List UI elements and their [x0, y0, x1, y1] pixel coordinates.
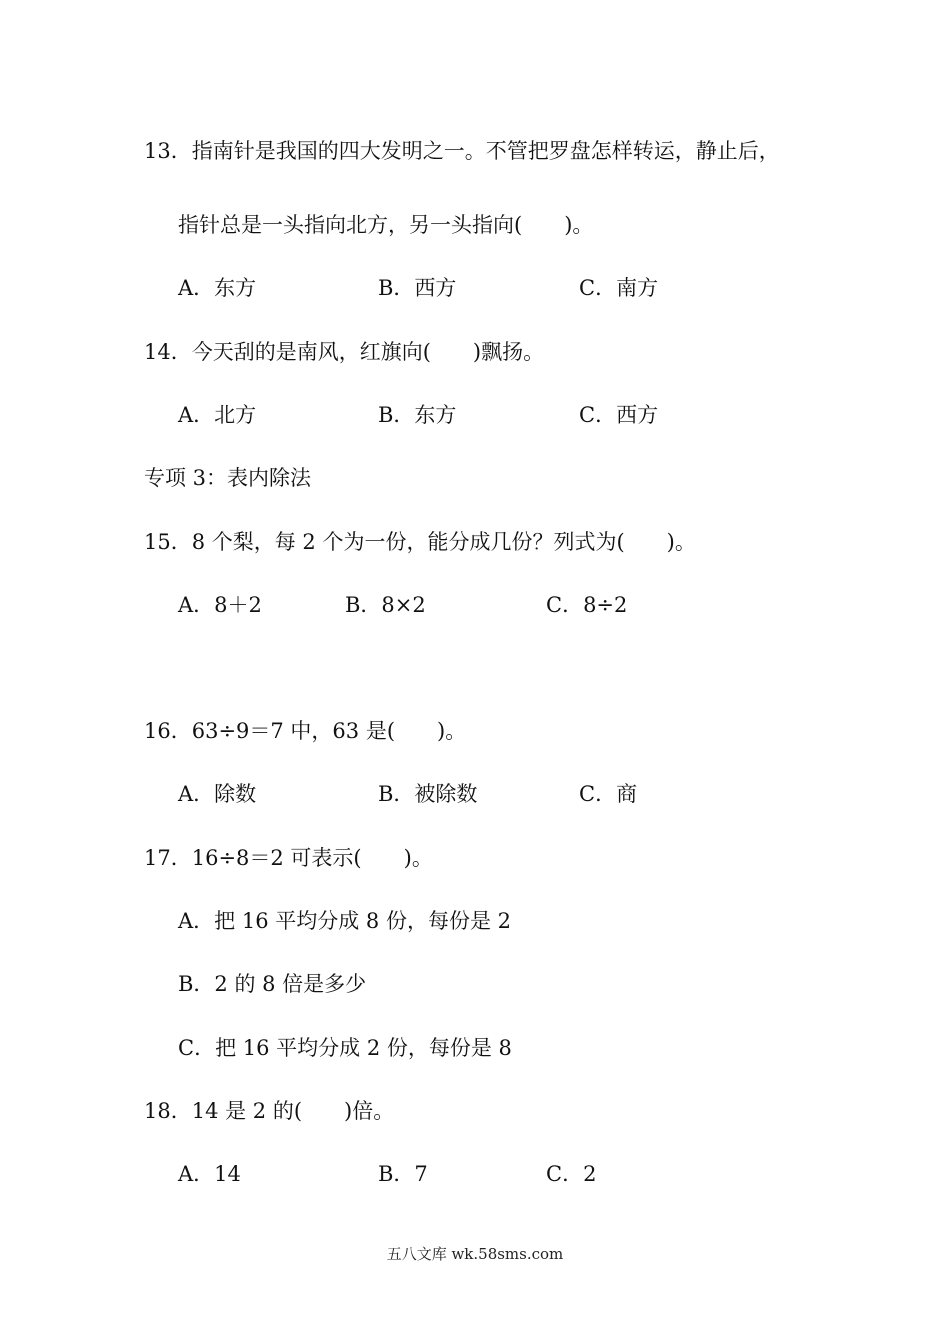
- section-3-title: 专项 3：表内除法: [144, 466, 312, 490]
- question-17-option-b: B．2 的 8 倍是多少: [178, 972, 367, 996]
- question-16-option-c: C．商: [579, 782, 638, 806]
- question-14-line-1: 14．今天刮的是南风，红旗向( )飘扬。: [144, 340, 545, 364]
- question-15-option-a: A．8＋2: [178, 593, 262, 617]
- question-17-option-c: C．把 16 平均分成 2 份，每份是 8: [178, 1036, 512, 1060]
- question-16-option-a: A．除数: [178, 782, 257, 806]
- question-18-option-c: C．2: [546, 1162, 597, 1186]
- question-13-option-c: C．南方: [579, 276, 659, 300]
- question-15-option-b: B．8×2: [345, 593, 426, 617]
- question-18-option-b: B．7: [378, 1162, 428, 1186]
- question-13-line-2: 指针总是一头指向北方，另一头指向( )。: [178, 213, 594, 237]
- question-14-option-b: B．东方: [378, 403, 457, 427]
- question-18-option-a: A．14: [178, 1162, 241, 1186]
- question-17-option-a: A．把 16 平均分成 8 份，每份是 2: [178, 909, 511, 933]
- question-15-option-c: C．8÷2: [546, 593, 628, 617]
- question-18-line-1: 18．14 是 2 的( )倍。: [144, 1099, 395, 1123]
- question-13-option-a: A．东方: [178, 276, 257, 300]
- question-16-line-1: 16．63÷9＝7 中，63 是( )。: [144, 719, 467, 743]
- footer-watermark-text: 五八文库 wk.58sms.com: [386, 1245, 564, 1263]
- question-17-line-1: 17．16÷8＝2 可表示( )。: [144, 846, 433, 870]
- question-13-option-b: B．西方: [378, 276, 457, 300]
- question-14-option-a: A．北方: [178, 403, 257, 427]
- question-15-line-1: 15．8 个梨，每 2 个为一份，能分成几份？列式为( )。: [144, 530, 696, 554]
- question-14-option-c: C．西方: [579, 403, 659, 427]
- question-13-line-1: 13．指南针是我国的四大发明之一。不管把罗盘怎样转运，静止后，: [144, 139, 780, 163]
- question-16-option-b: B．被除数: [378, 782, 478, 806]
